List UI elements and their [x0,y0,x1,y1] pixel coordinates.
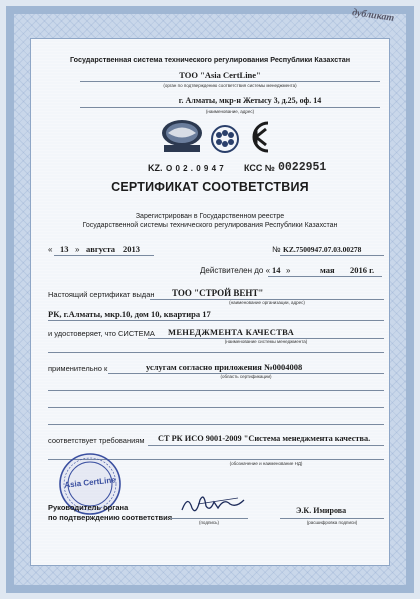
issued-to-caption: (наименование организации, адрес) [229,300,305,305]
valid-until-month: мая [320,265,335,275]
registry-number-line [280,255,384,256]
issued-to-address: РК, г.Алматы, мкр.10, дом 10, квартира 17 [48,309,211,319]
blank-line-3 [48,407,384,408]
signature-caption: (подпись) [198,520,219,525]
issued-to-label: Настоящий сертификат выдан [48,290,155,299]
valid-until-close-quote: » [286,266,291,275]
signature-label-2: по подтверждению соответствия [48,513,173,522]
applied-to-caption: (область сертификации) [220,374,272,379]
signature-line [170,518,248,519]
valid-until-year: 2016 г. [350,265,375,275]
certificate-title: СЕРТИФИКАТ СООТВЕТСТВИЯ [111,180,309,194]
registered-line-1: Зарегистрирован в Государственном реестре [135,213,285,220]
valid-until-day: 14 [272,265,281,275]
blank-line-1 [48,352,384,353]
certifies-value: МЕНЕДЖМЕНТА КАЧЕСТВА [168,327,295,337]
handwritten-signature [178,490,248,516]
complies-label: соответствует требованиям [48,436,145,445]
duplicate-note: дубликат [351,7,395,24]
stamp-text: Asia CertLine [63,475,117,490]
address-line [80,107,380,108]
cert-number-kss: КСС № [244,163,275,173]
issue-date-line [54,255,154,256]
applied-to-label: применительно к [48,364,108,373]
signatory-name-caption: (расшифровка подписи) [306,520,358,525]
issuing-body-name: ТОО "Asia CertLine" [179,70,261,80]
signatory-name-line [280,518,384,519]
issuing-body-address: г. Алматы, мкр-н Жетысу 3, д.25, оф. 14 [178,96,322,105]
issue-date-close-quote: » [75,245,80,254]
registry-number-value: KZ.7500947.07.03.00278 [283,245,362,254]
cert-number-prefix: KZ. [148,163,163,173]
certifies-caption: (наименование системы менеджмента) [224,339,308,344]
issuing-body-line [80,81,380,82]
cert-number-code: О 0 2 . 0 9 4 7 [166,164,225,173]
complies-caption: (обозначение и наименование НД) [229,461,303,466]
issued-to-value: ТОО "СТРОЙ ВЕНТ" [172,288,264,298]
address-caption: (наименование, адрес) [205,109,255,114]
globe-emblem-icon [160,118,204,154]
issue-date-day: 13 [60,244,69,254]
blank-line-2 [48,390,384,391]
issuing-body-caption: (орган по подтверждению соответствия системы менеджмента) [163,83,297,88]
registered-line-2: Государственной системы технического регулирования Республики Казахстан [82,222,338,229]
complies-value: СТ РК ИСО 9001-2009 "Система менеджмента качества. [158,434,371,443]
valid-until-line [268,276,382,277]
signature-label-1: Руководитель органа [48,503,129,512]
issued-to-address-line [48,320,384,321]
issue-date-year: 2013 [123,244,140,254]
applied-to-value: услугам согласно приложения №0004008 [146,362,303,372]
kz-certification-mark-icon [246,119,274,155]
signatory-name: Э.К. Имирова [296,506,347,515]
issue-date-month: августа [86,244,115,254]
issue-date-open-quote: « [48,245,53,254]
header-text: Государственная система технического регулирования Республики Казахстан [69,55,351,64]
certifies-label: и удостоверяет, что СИСТЕМА [48,329,155,338]
complies-line [148,445,384,446]
dots-emblem-icon [208,124,242,154]
cert-number-value: 0022951 [278,161,327,174]
blank-line-4 [48,424,384,425]
registry-number-label: № [272,245,281,254]
valid-until-label: Действителен до « [200,266,271,275]
